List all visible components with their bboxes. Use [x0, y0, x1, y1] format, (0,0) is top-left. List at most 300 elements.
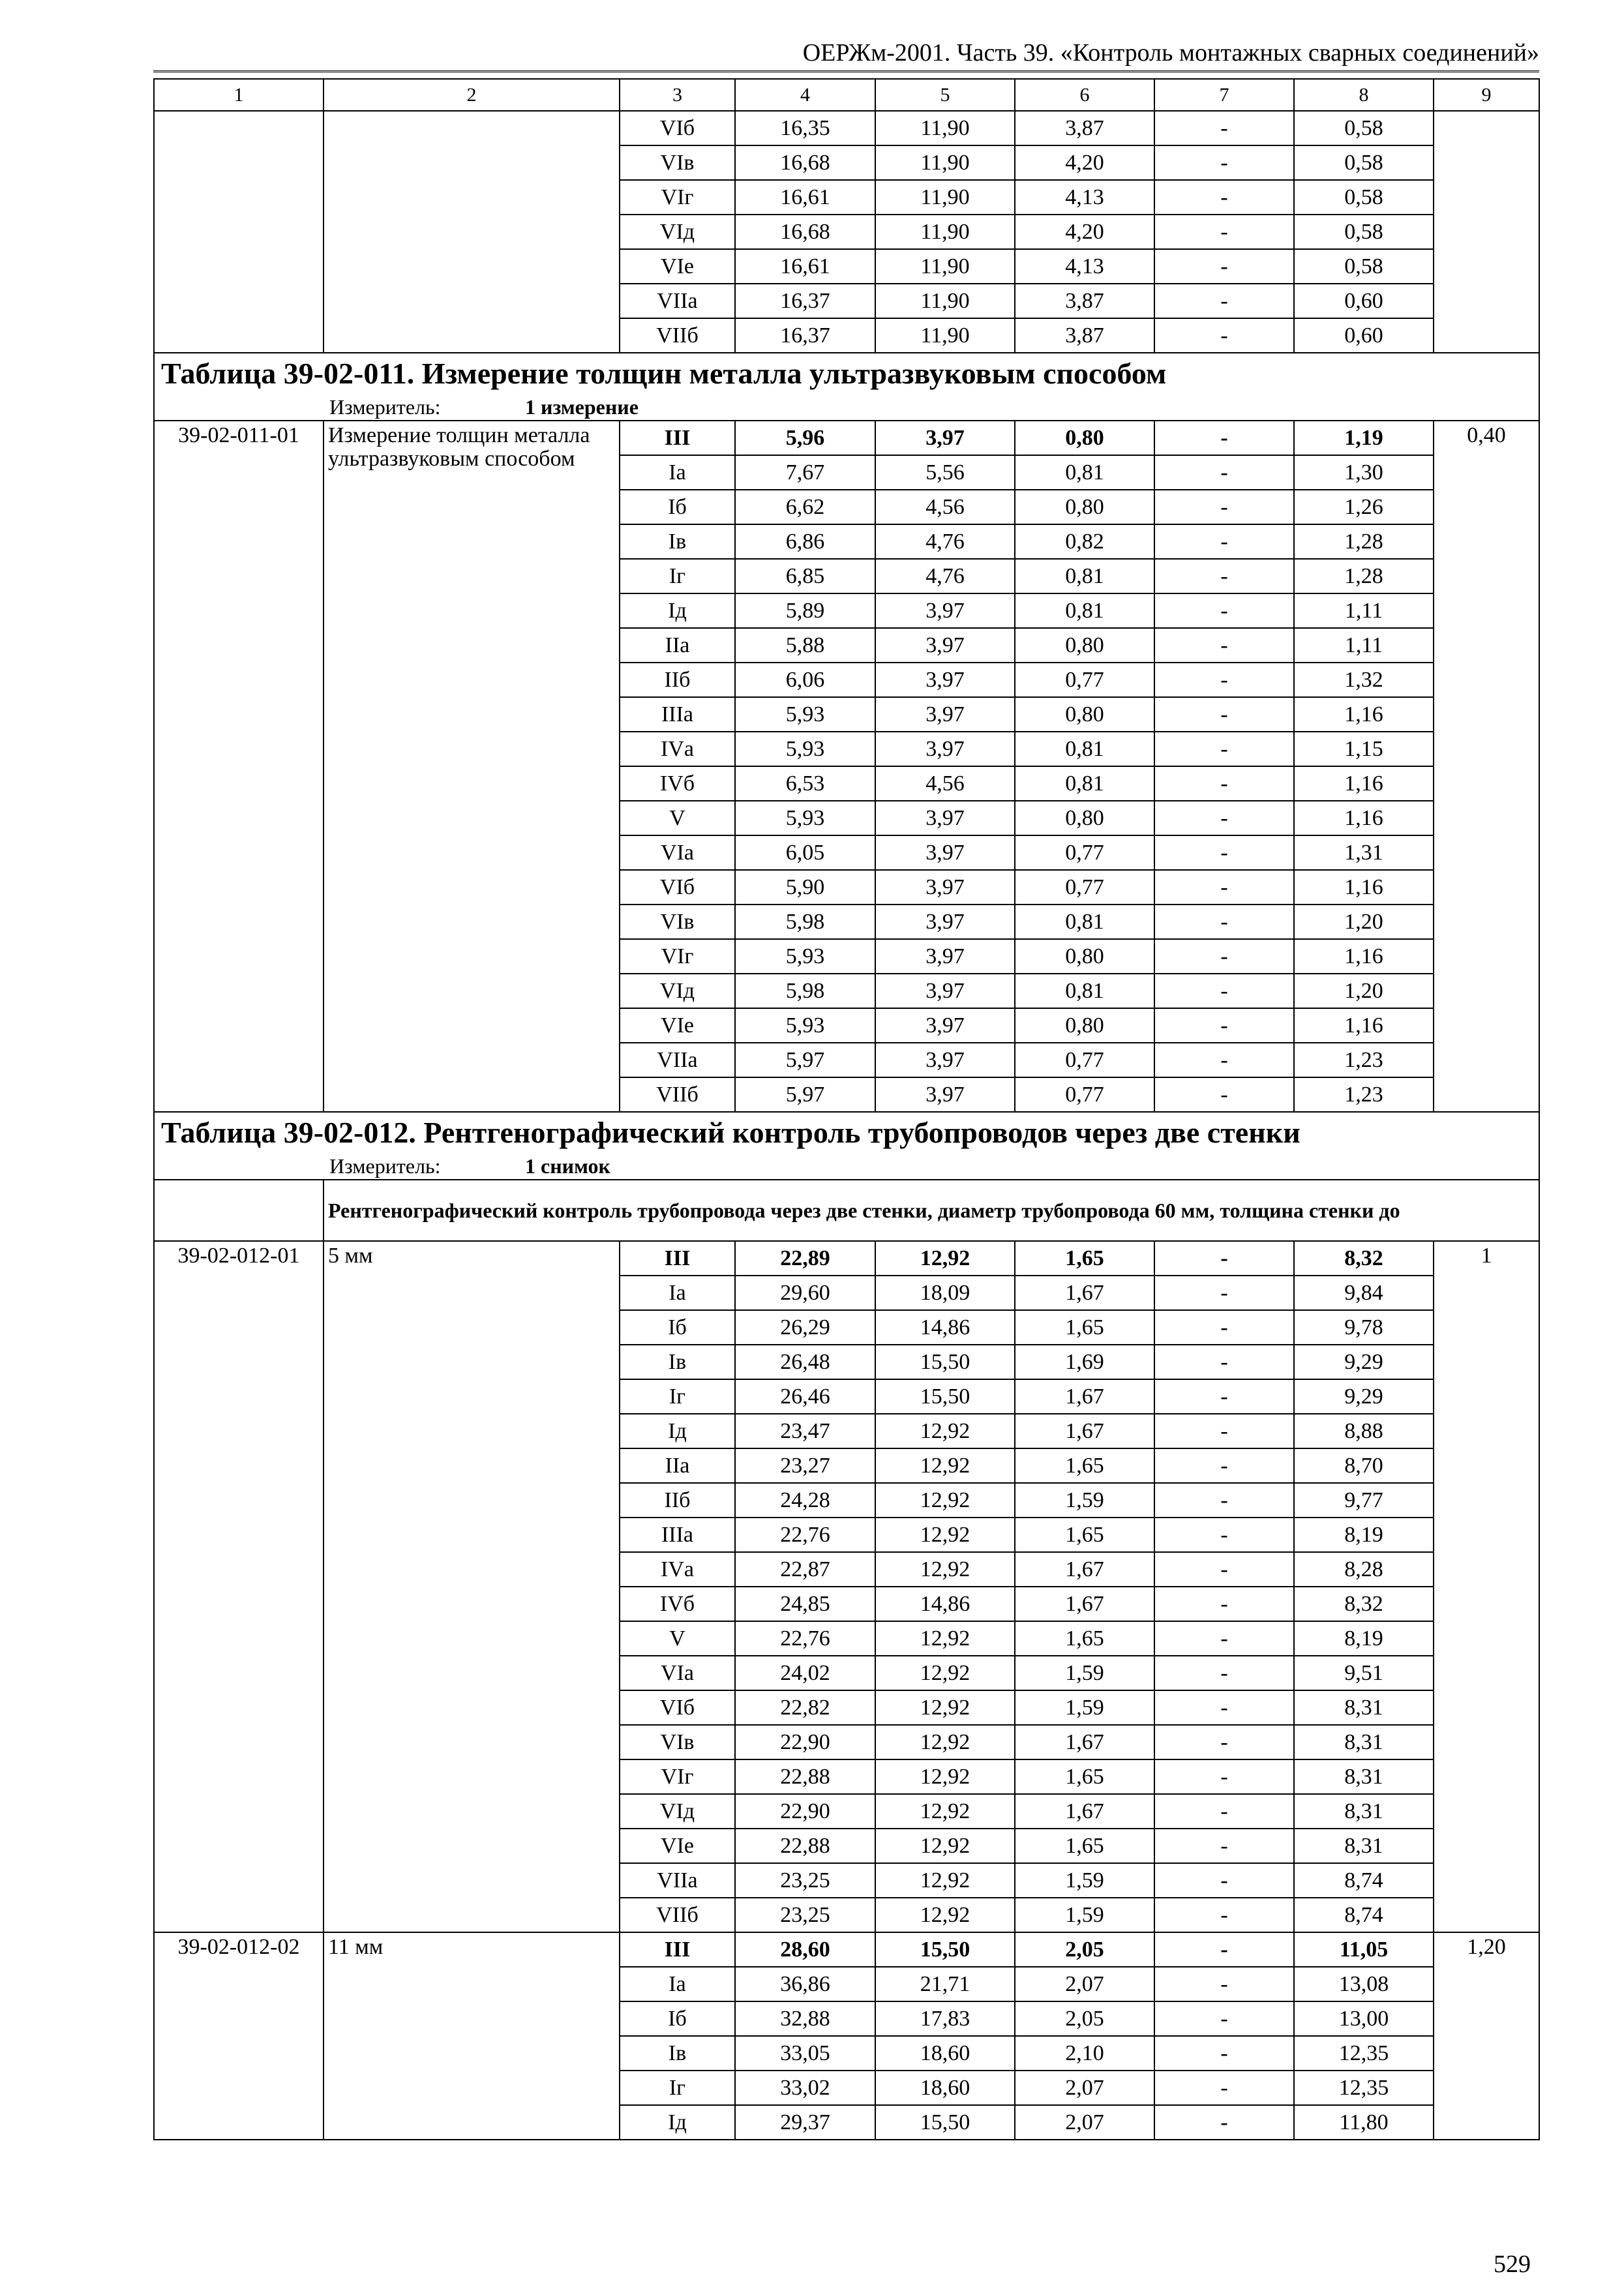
value-cell: 0,77	[1015, 1077, 1154, 1112]
value-cell: 22,82	[735, 1690, 875, 1725]
zone-cell: IIа	[620, 628, 735, 663]
zone-cell: IIIа	[620, 697, 735, 732]
zone-cell: VIб	[620, 1690, 735, 1725]
value-cell: 3,97	[875, 1077, 1015, 1112]
zone-cell: VIг	[620, 939, 735, 974]
value-cell: 5,88	[735, 628, 875, 663]
value-cell: 5,56	[875, 455, 1015, 490]
value-cell: 0,80	[1015, 1008, 1154, 1043]
value-cell: 0,60	[1294, 284, 1434, 318]
value-cell: 5,93	[735, 1008, 875, 1043]
continued-code-cell	[154, 111, 323, 353]
value-cell: 12,92	[875, 1898, 1015, 1932]
value-cell: 4,76	[875, 559, 1015, 593]
table-title-row	[154, 1112, 1539, 1153]
value-cell: 3,97	[875, 628, 1015, 663]
item-name: Измерение толщин металла ультразвуковым способом	[323, 421, 620, 1112]
value-cell: 26,46	[735, 1379, 875, 1414]
value-cell: 12,92	[875, 1690, 1015, 1725]
value-cell: 5,90	[735, 870, 875, 905]
value-cell: 26,48	[735, 1345, 875, 1379]
value-cell: 21,71	[875, 1967, 1015, 2001]
value-cell: 12,92	[875, 1656, 1015, 1690]
value-cell: 1,11	[1294, 593, 1434, 628]
value-cell: 24,85	[735, 1587, 875, 1621]
value-cell: 1,65	[1015, 1759, 1154, 1794]
value-cell: 8,19	[1294, 1621, 1434, 1656]
zone-cell: VIе	[620, 1829, 735, 1863]
value-cell: 12,92	[875, 1518, 1015, 1552]
meter-line	[154, 394, 1539, 421]
value-cell: 11,80	[1294, 2105, 1434, 2140]
column-number: 6	[1015, 79, 1154, 111]
value-cell: 9,29	[1294, 1345, 1434, 1379]
value-cell: 3,97	[875, 593, 1015, 628]
zone-cell: IVа	[620, 1552, 735, 1587]
column-number: 9	[1434, 79, 1539, 111]
value-cell: 16,37	[735, 284, 875, 318]
value-cell: 1,67	[1015, 1587, 1154, 1621]
zone-cell: Iа	[620, 455, 735, 490]
zone-cell: III	[620, 1932, 735, 1967]
value-cell: 0,77	[1015, 870, 1154, 905]
value-cell: -	[1154, 1898, 1294, 1932]
value-cell: -	[1154, 284, 1294, 318]
value-cell: 0,80	[1015, 628, 1154, 663]
zone-cell: VIIб	[620, 318, 735, 353]
value-cell: 3,97	[875, 421, 1015, 455]
meter-label: Измеритель:	[329, 395, 441, 419]
value-cell: 16,61	[735, 180, 875, 215]
value-cell: 1,67	[1015, 1552, 1154, 1587]
value-cell: 2,10	[1015, 2036, 1154, 2071]
value-cell: -	[1154, 559, 1294, 593]
value-cell: 1,59	[1015, 1898, 1154, 1932]
value-cell: 1,67	[1015, 1379, 1154, 1414]
value-cell: 4,20	[1015, 215, 1154, 249]
value-cell: -	[1154, 766, 1294, 801]
value-cell: -	[1154, 974, 1294, 1008]
item-col9: 0,40	[1434, 421, 1539, 1112]
zone-cell: VIIб	[620, 1898, 735, 1932]
value-cell: 8,88	[1294, 1414, 1434, 1448]
value-cell: 1,16	[1294, 801, 1434, 835]
value-cell: -	[1154, 455, 1294, 490]
value-cell: 3,97	[875, 801, 1015, 835]
zone-cell: Iг	[620, 559, 735, 593]
value-cell: 1,67	[1015, 1414, 1154, 1448]
value-cell: 13,00	[1294, 2001, 1434, 2036]
value-cell: 0,77	[1015, 835, 1154, 870]
zone-cell: Iа	[620, 1967, 735, 2001]
value-cell: 6,05	[735, 835, 875, 870]
value-cell: 28,60	[735, 1932, 875, 1967]
value-cell: 15,50	[875, 1379, 1015, 1414]
value-cell: -	[1154, 249, 1294, 284]
value-cell: 5,96	[735, 421, 875, 455]
value-cell: -	[1154, 1276, 1294, 1310]
value-cell: 8,19	[1294, 1518, 1434, 1552]
zone-cell: Iб	[620, 490, 735, 524]
value-cell: 1,69	[1015, 1345, 1154, 1379]
value-cell: -	[1154, 1656, 1294, 1690]
zone-cell: Iд	[620, 593, 735, 628]
zone-cell: VIг	[620, 1759, 735, 1794]
value-cell: -	[1154, 1043, 1294, 1077]
column-number: 3	[620, 79, 735, 111]
value-cell: 6,85	[735, 559, 875, 593]
table-title: Таблица 39-02-011. Измерение толщин металла ультразвуковым способом	[154, 353, 1539, 394]
value-cell: 22,89	[735, 1241, 875, 1276]
value-cell: 3,97	[875, 1008, 1015, 1043]
value-cell: 1,59	[1015, 1863, 1154, 1898]
value-cell: -	[1154, 1690, 1294, 1725]
value-cell: 12,35	[1294, 2071, 1434, 2105]
value-cell: -	[1154, 215, 1294, 249]
value-cell: 1,16	[1294, 870, 1434, 905]
value-cell: 4,13	[1015, 249, 1154, 284]
zone-cell: IIб	[620, 663, 735, 697]
table-title-row	[154, 353, 1539, 394]
page-number: 529	[1494, 2251, 1531, 2278]
value-cell: 0,81	[1015, 455, 1154, 490]
value-cell: 1,32	[1294, 663, 1434, 697]
value-cell: 2,07	[1015, 1967, 1154, 2001]
zone-cell: IVб	[620, 766, 735, 801]
value-cell: 3,97	[875, 1043, 1015, 1077]
value-cell: -	[1154, 1863, 1294, 1898]
item-name: 5 мм	[323, 1241, 620, 1932]
value-cell: 0,60	[1294, 318, 1434, 353]
value-cell: 22,90	[735, 1725, 875, 1759]
value-cell: 3,97	[875, 939, 1015, 974]
value-cell: 2,07	[1015, 2105, 1154, 2140]
column-number: 1	[154, 79, 323, 111]
value-cell: 1,19	[1294, 421, 1434, 455]
value-cell: 1,28	[1294, 524, 1434, 559]
value-cell: -	[1154, 2071, 1294, 2105]
value-cell: -	[1154, 180, 1294, 215]
item-code: 39-02-012-02	[154, 1932, 323, 2140]
value-cell: 3,97	[875, 974, 1015, 1008]
zone-cell: VIIб	[620, 1077, 735, 1112]
value-cell: 0,58	[1294, 111, 1434, 145]
value-cell: 1,59	[1015, 1656, 1154, 1690]
value-cell: 1,20	[1294, 974, 1434, 1008]
value-cell: 1,26	[1294, 490, 1434, 524]
value-cell: 22,76	[735, 1621, 875, 1656]
value-cell: 11,90	[875, 145, 1015, 180]
value-cell: 11,90	[875, 249, 1015, 284]
value-cell: -	[1154, 1518, 1294, 1552]
value-cell: 11,90	[875, 111, 1015, 145]
value-cell: 0,58	[1294, 215, 1434, 249]
item-code: 39-02-012-01	[154, 1241, 323, 1932]
value-cell: 12,35	[1294, 2036, 1434, 2071]
value-cell: 18,09	[875, 1276, 1015, 1310]
value-cell: 11,05	[1294, 1932, 1434, 1967]
zone-cell: VIв	[620, 905, 735, 939]
zone-cell: VIа	[620, 835, 735, 870]
value-cell: -	[1154, 663, 1294, 697]
value-cell: 3,97	[875, 732, 1015, 766]
value-cell: 1,59	[1015, 1690, 1154, 1725]
value-cell: 0,80	[1015, 490, 1154, 524]
value-cell: 0,81	[1015, 593, 1154, 628]
value-cell: 5,97	[735, 1043, 875, 1077]
value-cell: -	[1154, 628, 1294, 663]
zone-cell: VIа	[620, 1656, 735, 1690]
value-cell: -	[1154, 1345, 1294, 1379]
value-cell: 1,65	[1015, 1621, 1154, 1656]
value-cell: 3,87	[1015, 318, 1154, 353]
value-cell: -	[1154, 697, 1294, 732]
value-cell: -	[1154, 1077, 1294, 1112]
value-cell: 23,25	[735, 1863, 875, 1898]
value-cell: -	[1154, 1967, 1294, 2001]
zone-cell: VIд	[620, 1794, 735, 1829]
value-cell: 4,76	[875, 524, 1015, 559]
value-cell: 8,31	[1294, 1690, 1434, 1725]
value-cell: 4,20	[1015, 145, 1154, 180]
value-cell: 5,89	[735, 593, 875, 628]
value-cell: 0,80	[1015, 801, 1154, 835]
value-cell: -	[1154, 801, 1294, 835]
value-cell: 3,97	[875, 697, 1015, 732]
value-cell: 3,97	[875, 870, 1015, 905]
value-cell: 6,86	[735, 524, 875, 559]
value-cell: 1,15	[1294, 732, 1434, 766]
value-cell: 23,25	[735, 1898, 875, 1932]
value-cell: 1,23	[1294, 1077, 1434, 1112]
value-cell: 33,05	[735, 2036, 875, 2071]
value-cell: 4,56	[875, 766, 1015, 801]
meter-line	[154, 1153, 1539, 1180]
value-cell: 29,37	[735, 2105, 875, 2140]
value-cell: -	[1154, 1829, 1294, 1863]
value-cell: -	[1154, 835, 1294, 870]
item-name: 11 мм	[323, 1932, 620, 2140]
value-cell: 8,31	[1294, 1794, 1434, 1829]
value-cell: 8,70	[1294, 1448, 1434, 1483]
zone-cell: VIIа	[620, 284, 735, 318]
column-number-row	[154, 79, 1539, 111]
value-cell: -	[1154, 524, 1294, 559]
value-cell: 1,65	[1015, 1241, 1154, 1276]
value-cell: 0,80	[1015, 421, 1154, 455]
value-cell: 26,29	[735, 1310, 875, 1345]
value-cell: -	[1154, 1725, 1294, 1759]
meter-label: Измеритель:	[329, 1154, 441, 1178]
value-cell: 1,16	[1294, 697, 1434, 732]
zone-cell: III	[620, 421, 735, 455]
meter-value: 1 снимок	[525, 1154, 610, 1178]
value-cell: 18,60	[875, 2071, 1015, 2105]
value-cell: 0,81	[1015, 974, 1154, 1008]
value-cell: -	[1154, 1414, 1294, 1448]
value-cell: 8,32	[1294, 1587, 1434, 1621]
value-cell: 1,16	[1294, 766, 1434, 801]
value-cell: 1,67	[1015, 1725, 1154, 1759]
value-cell: 8,74	[1294, 1898, 1434, 1932]
value-cell: 2,07	[1015, 2071, 1154, 2105]
value-cell: 22,76	[735, 1518, 875, 1552]
value-cell: -	[1154, 939, 1294, 974]
value-cell: 1,31	[1294, 835, 1434, 870]
value-cell: 12,92	[875, 1759, 1015, 1794]
value-cell: 5,98	[735, 905, 875, 939]
column-number: 2	[323, 79, 620, 111]
value-cell: -	[1154, 1932, 1294, 1967]
item-col9: 1,20	[1434, 1932, 1539, 2140]
value-cell: 15,50	[875, 1932, 1015, 1967]
zone-cell: VIIа	[620, 1043, 735, 1077]
value-cell: 16,35	[735, 111, 875, 145]
value-cell: -	[1154, 111, 1294, 145]
zone-cell: Iд	[620, 1414, 735, 1448]
zone-cell: Iг	[620, 2071, 735, 2105]
value-cell: -	[1154, 2001, 1294, 2036]
value-cell: 29,60	[735, 1276, 875, 1310]
value-cell: 0,58	[1294, 145, 1434, 180]
value-cell: 0,58	[1294, 249, 1434, 284]
value-cell: 5,93	[735, 939, 875, 974]
value-cell: 2,05	[1015, 2001, 1154, 2036]
value-cell: 9,78	[1294, 1310, 1434, 1345]
value-cell: 22,90	[735, 1794, 875, 1829]
value-cell: 11,90	[875, 284, 1015, 318]
value-cell: 1,65	[1015, 1448, 1154, 1483]
zone-cell: V	[620, 1621, 735, 1656]
value-cell: 0,80	[1015, 697, 1154, 732]
value-cell: 22,87	[735, 1552, 875, 1587]
value-cell: 0,77	[1015, 663, 1154, 697]
value-cell: -	[1154, 318, 1294, 353]
zone-cell: IIа	[620, 1448, 735, 1483]
value-cell: 1,28	[1294, 559, 1434, 593]
value-cell: 12,92	[875, 1448, 1015, 1483]
zone-cell: Iд	[620, 2105, 735, 2140]
value-cell: 8,74	[1294, 1863, 1434, 1898]
value-cell: 22,88	[735, 1759, 875, 1794]
continued-name-cell	[323, 111, 620, 353]
zone-cell: VIв	[620, 1725, 735, 1759]
value-cell: 16,61	[735, 249, 875, 284]
value-cell: 0,82	[1015, 524, 1154, 559]
value-cell: 14,86	[875, 1587, 1015, 1621]
value-cell: 1,20	[1294, 905, 1434, 939]
value-cell: 23,47	[735, 1414, 875, 1448]
value-cell: 2,05	[1015, 1932, 1154, 1967]
value-cell: 33,02	[735, 2071, 875, 2105]
table-row	[154, 1932, 1539, 1967]
table-row	[154, 421, 1539, 455]
value-cell: 13,08	[1294, 1967, 1434, 2001]
value-cell: -	[1154, 870, 1294, 905]
value-cell: -	[1154, 1552, 1294, 1587]
value-cell: 1,67	[1015, 1794, 1154, 1829]
value-cell: 12,92	[875, 1241, 1015, 1276]
value-cell: 12,92	[875, 1483, 1015, 1518]
value-cell: 17,83	[875, 2001, 1015, 2036]
zone-cell: III	[620, 1241, 735, 1276]
value-cell: 6,62	[735, 490, 875, 524]
value-cell: 5,93	[735, 801, 875, 835]
value-cell: 5,98	[735, 974, 875, 1008]
zone-cell: VIе	[620, 1008, 735, 1043]
value-cell: 8,32	[1294, 1241, 1434, 1276]
value-cell: 22,88	[735, 1829, 875, 1863]
zone-cell: Iв	[620, 2036, 735, 2071]
value-cell: -	[1154, 1759, 1294, 1794]
value-cell: 5,97	[735, 1077, 875, 1112]
zone-cell: VIб	[620, 111, 735, 145]
value-cell: 6,06	[735, 663, 875, 697]
zone-cell: VIв	[620, 145, 735, 180]
item-col9: 1	[1434, 1241, 1539, 1932]
value-cell: 12,92	[875, 1552, 1015, 1587]
value-cell: 24,28	[735, 1483, 875, 1518]
running-header: ОЕРЖм-2001. Часть 39. «Контроль монтажных сварных соединений»	[153, 38, 1539, 72]
column-number: 8	[1294, 79, 1434, 111]
value-cell: 4,13	[1015, 180, 1154, 215]
value-cell: -	[1154, 2105, 1294, 2140]
value-cell: 1,65	[1015, 1310, 1154, 1345]
value-cell: 6,53	[735, 766, 875, 801]
value-cell: 8,31	[1294, 1725, 1434, 1759]
continued-col9-cell	[1434, 111, 1539, 353]
value-cell: 12,92	[875, 1794, 1015, 1829]
value-cell: 1,16	[1294, 939, 1434, 974]
value-cell: 1,16	[1294, 1008, 1434, 1043]
value-cell: 1,59	[1015, 1483, 1154, 1518]
value-cell: -	[1154, 1621, 1294, 1656]
value-cell: -	[1154, 905, 1294, 939]
value-cell: -	[1154, 1587, 1294, 1621]
value-cell: 7,67	[735, 455, 875, 490]
value-cell: 18,60	[875, 2036, 1015, 2071]
column-number: 5	[875, 79, 1015, 111]
value-cell: 15,50	[875, 1345, 1015, 1379]
description-row	[154, 1180, 1539, 1241]
value-cell: -	[1154, 1483, 1294, 1518]
value-cell: -	[1154, 421, 1294, 455]
value-cell: 12,92	[875, 1621, 1015, 1656]
value-cell: 23,27	[735, 1448, 875, 1483]
value-cell: 11,90	[875, 180, 1015, 215]
zone-cell: Iб	[620, 2001, 735, 2036]
value-cell: 3,97	[875, 663, 1015, 697]
value-cell: -	[1154, 145, 1294, 180]
zone-cell: IVб	[620, 1587, 735, 1621]
value-cell: 1,65	[1015, 1829, 1154, 1863]
value-cell: 12,92	[875, 1725, 1015, 1759]
column-number: 7	[1154, 79, 1294, 111]
value-cell: 11,90	[875, 215, 1015, 249]
value-cell: 0,77	[1015, 1043, 1154, 1077]
meter-row	[154, 1153, 1539, 1180]
zone-cell: VIе	[620, 249, 735, 284]
meter-row	[154, 394, 1539, 421]
zone-cell: Iв	[620, 1345, 735, 1379]
zone-cell: VIд	[620, 974, 735, 1008]
value-cell: 16,37	[735, 318, 875, 353]
value-cell: -	[1154, 593, 1294, 628]
zone-cell: Iа	[620, 1276, 735, 1310]
value-cell: 12,92	[875, 1863, 1015, 1898]
value-cell: 5,93	[735, 697, 875, 732]
description-text: Рентгенографический контроль трубопровода через две стенки, диаметр трубопровода 60 мм, толщина стенки до	[323, 1180, 1539, 1241]
